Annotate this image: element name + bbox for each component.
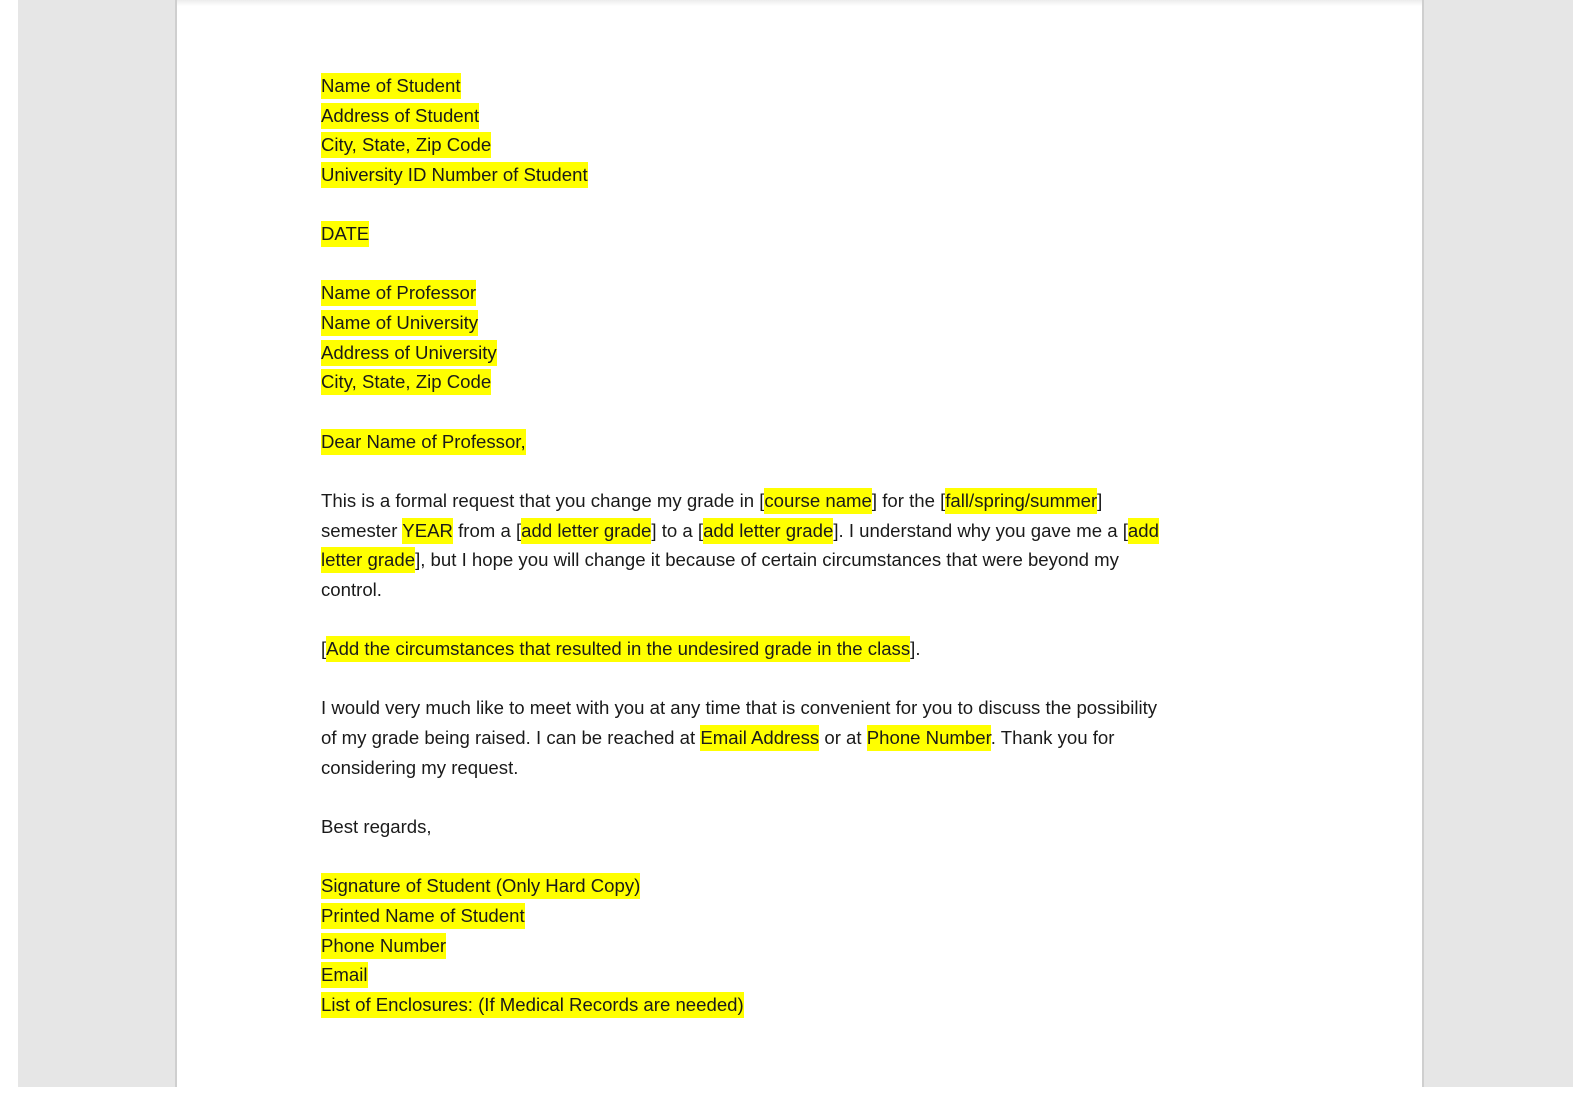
text-line: [321, 219, 1159, 249]
placeholder-highlight: fall/spring/summer: [945, 488, 1097, 514]
placeholder-highlight: Add the circumstances that resulted in the undesired grade in the class: [326, 636, 910, 662]
text-line: [321, 486, 1159, 516]
text-run: semester: [321, 519, 403, 541]
text-line: [321, 130, 1159, 160]
placeholder-highlight: course name: [764, 488, 872, 514]
placeholder-highlight: Phone Number: [321, 933, 446, 959]
text-run: ], but I hope you will change it because of certain circumstances that were beyond my: [415, 549, 1119, 571]
placeholder-highlight: Dear Name of Professor,: [321, 429, 526, 455]
placeholder-highlight: City, State, Zip Code: [321, 132, 491, 158]
text-line: [321, 871, 1159, 901]
text-run: ] to a [: [651, 519, 704, 541]
blank-line: [321, 456, 1159, 486]
text-line: [321, 338, 1159, 368]
blank-line: [321, 782, 1159, 812]
text-line: [321, 71, 1159, 101]
text-line: [321, 101, 1159, 131]
text-line: [321, 516, 1159, 546]
text-line: [321, 931, 1159, 961]
text-run: ] for the [: [871, 489, 946, 511]
text-run: of my grade being raised. I can be reached at: [321, 727, 701, 749]
placeholder-highlight: YEAR: [402, 518, 453, 544]
placeholder-highlight: Name of University: [321, 310, 478, 336]
placeholder-highlight: City, State, Zip Code: [321, 369, 491, 395]
left-margin-background: [18, 0, 177, 1087]
placeholder-highlight: Email: [321, 962, 368, 988]
blank-line: [321, 397, 1159, 427]
page-top-shadow: [177, 0, 1422, 6]
text-line: [321, 901, 1159, 931]
blank-line: [321, 605, 1159, 635]
blank-line: [321, 842, 1159, 872]
placeholder-highlight: Email Address: [700, 725, 819, 751]
placeholder-highlight: Name of Professor: [321, 280, 476, 306]
placeholder-highlight: Phone Number: [867, 725, 991, 751]
text-run: This is a formal request that you change my grade in [: [321, 489, 765, 511]
text-line: [321, 634, 1159, 664]
text-line: [321, 545, 1159, 575]
text-run: from a [: [452, 519, 522, 541]
placeholder-highlight: Address of University: [321, 340, 497, 366]
placeholder-highlight: Signature of Student (Only Hard Copy): [321, 873, 640, 899]
text-run: control.: [321, 578, 382, 600]
blank-line: [321, 249, 1159, 279]
text-line: [321, 960, 1159, 990]
placeholder-highlight: add letter grade: [703, 518, 833, 544]
text-run: ]. I understand why you gave me a [: [833, 519, 1128, 541]
placeholder-highlight: add: [1128, 518, 1159, 544]
text-run: [: [321, 638, 327, 660]
text-run: or at: [819, 727, 867, 749]
placeholder-highlight: List of Enclosures: (If Medical Records are needed): [321, 992, 744, 1018]
text-line: [321, 160, 1159, 190]
text-line: [321, 812, 1159, 842]
placeholder-highlight: letter grade: [321, 547, 415, 573]
blank-line: [321, 664, 1159, 694]
text-line: [321, 990, 1159, 1020]
text-run: considering my request.: [321, 756, 519, 778]
placeholder-highlight: Printed Name of Student: [321, 903, 525, 929]
blank-line: [321, 190, 1159, 220]
text-line: [321, 723, 1159, 753]
text-run: Best regards,: [321, 816, 432, 838]
placeholder-highlight: add letter grade: [521, 518, 651, 544]
letter-body[interactable]: [321, 71, 1159, 1020]
placeholder-highlight: University ID Number of Student: [321, 162, 588, 188]
text-line: [321, 278, 1159, 308]
text-run: ]: [1097, 489, 1103, 511]
placeholder-highlight: DATE: [321, 221, 369, 247]
text-run: . Thank you for: [990, 727, 1115, 749]
text-run: ].: [910, 638, 921, 660]
text-line: [321, 427, 1159, 457]
text-run: I would very much like to meet with you at any time that is convenient for you to discuss the possibility: [321, 697, 1158, 719]
placeholder-highlight: Name of Student: [321, 73, 461, 99]
right-margin-background: [1422, 0, 1573, 1087]
text-line: [321, 367, 1159, 397]
text-line: [321, 753, 1159, 783]
placeholder-highlight: Address of Student: [321, 103, 479, 129]
text-line: [321, 693, 1159, 723]
text-line: [321, 575, 1159, 605]
text-line: [321, 308, 1159, 338]
